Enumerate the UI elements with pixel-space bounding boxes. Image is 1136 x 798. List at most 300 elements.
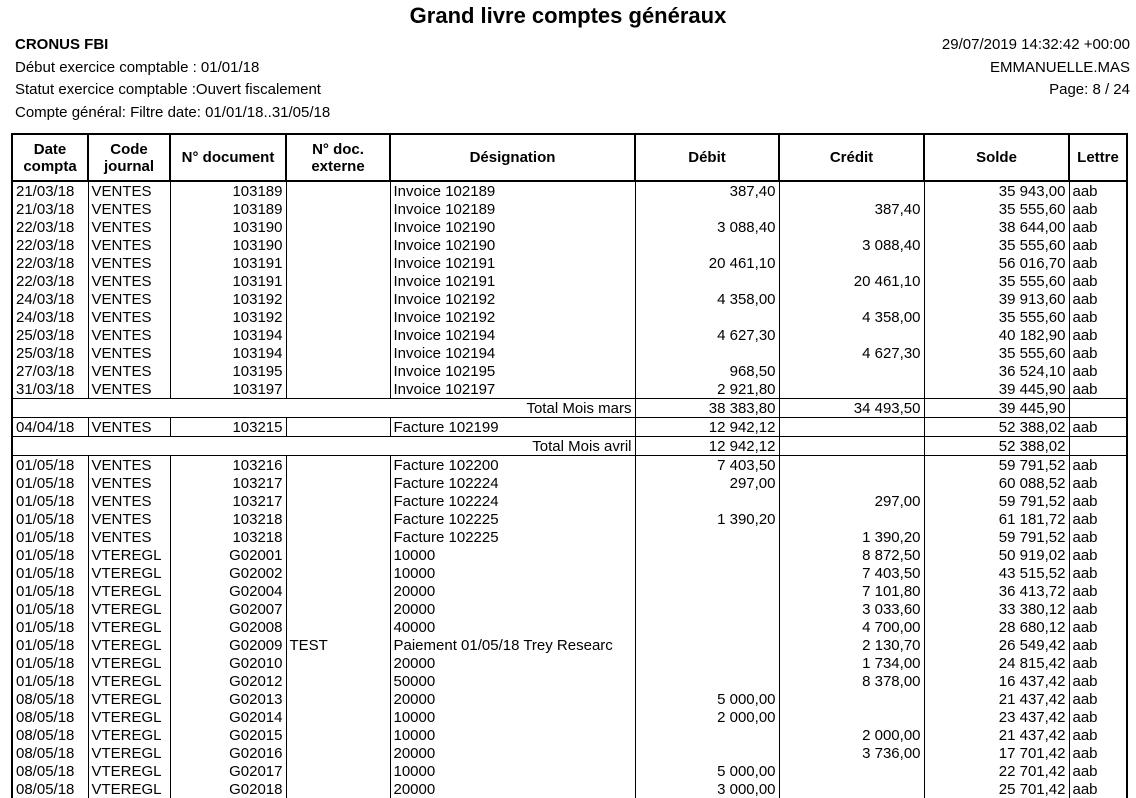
table-row: [12, 762, 1127, 780]
cell-journal: VTEREGL: [88, 726, 170, 744]
cell-debit: [635, 546, 779, 564]
column-header-external-doc: N° doc. externe: [286, 134, 390, 181]
cell-designation: Facture 102200: [390, 456, 635, 475]
cell-letter: aab: [1069, 380, 1127, 399]
cell-credit: [779, 456, 924, 475]
cell-designation: 10000: [390, 762, 635, 780]
cell-credit: [779, 762, 924, 780]
cell-balance: 36 413,72: [924, 582, 1069, 600]
cell-credit: [779, 380, 924, 399]
cell-designation: Invoice 102189: [390, 200, 635, 218]
cell-credit: [779, 474, 924, 492]
cell-date: 08/05/18: [12, 726, 88, 744]
cell-debit: [635, 308, 779, 326]
cell-credit: 8 872,50: [779, 546, 924, 564]
cell-external-doc: [286, 780, 390, 798]
cell-letter: aab: [1069, 726, 1127, 744]
cell-document: 103194: [170, 326, 286, 344]
cell-document: 103190: [170, 218, 286, 236]
cell-credit: [779, 290, 924, 308]
cell-letter: aab: [1069, 218, 1127, 236]
cell-balance: 28 680,12: [924, 618, 1069, 636]
cell-credit: 8 378,00: [779, 672, 924, 690]
column-header-designation: Désignation: [390, 134, 635, 181]
cell-date: 08/05/18: [12, 690, 88, 708]
cell-document: 103194: [170, 344, 286, 362]
cell-journal: VENTES: [88, 326, 170, 344]
cell-letter: aab: [1069, 762, 1127, 780]
cell-letter: aab: [1069, 236, 1127, 254]
cell-date: 08/05/18: [12, 744, 88, 762]
cell-debit: [635, 600, 779, 618]
cell-credit: 3 736,00: [779, 744, 924, 762]
cell-letter: aab: [1069, 546, 1127, 564]
ledger-table: [11, 133, 1128, 798]
cell-debit: 2 921,80: [635, 380, 779, 399]
cell-external-doc: [286, 564, 390, 582]
table-row: [12, 290, 1127, 308]
cell-credit: 4 627,30: [779, 344, 924, 362]
cell-letter: aab: [1069, 708, 1127, 726]
cell-balance: 60 088,52: [924, 474, 1069, 492]
cell-document: 103218: [170, 510, 286, 528]
cell-credit: [779, 218, 924, 236]
cell-designation: Invoice 102194: [390, 326, 635, 344]
cell-debit: 968,50: [635, 362, 779, 380]
cell-document: 103218: [170, 528, 286, 546]
cell-letter: aab: [1069, 492, 1127, 510]
cell-designation: 10000: [390, 708, 635, 726]
cell-balance: 21 437,42: [924, 690, 1069, 708]
cell-balance: 56 016,70: [924, 254, 1069, 272]
cell-balance: 50 919,02: [924, 546, 1069, 564]
cell-debit: 3 088,40: [635, 218, 779, 236]
table-row: [12, 582, 1127, 600]
cell-letter: aab: [1069, 181, 1127, 200]
cell-designation: 40000: [390, 618, 635, 636]
cell-journal: VENTES: [88, 456, 170, 475]
cell-journal: VENTES: [88, 181, 170, 200]
cell-journal: VENTES: [88, 272, 170, 290]
column-header-document: N° document: [170, 134, 286, 181]
cell-external-doc: [286, 218, 390, 236]
cell-credit: 2 130,70: [779, 636, 924, 654]
cell-credit: 3 033,60: [779, 600, 924, 618]
cell-document: G02004: [170, 582, 286, 600]
cell-date: 01/05/18: [12, 528, 88, 546]
cell-date: 21/03/18: [12, 200, 88, 218]
cell-debit: [635, 344, 779, 362]
cell-balance: 22 701,42: [924, 762, 1069, 780]
cell-designation: 10000: [390, 726, 635, 744]
cell-designation: Facture 102225: [390, 510, 635, 528]
table-row: [12, 726, 1127, 744]
cell-document: G02015: [170, 726, 286, 744]
table-row: [12, 492, 1127, 510]
cell-letter: aab: [1069, 564, 1127, 582]
cell-designation: 20000: [390, 654, 635, 672]
cell-designation: Invoice 102192: [390, 290, 635, 308]
cell-letter: aab: [1069, 474, 1127, 492]
table-row: [12, 380, 1127, 399]
cell-document: G02007: [170, 600, 286, 618]
table-row: [12, 690, 1127, 708]
cell-debit: [635, 236, 779, 254]
cell-balance: 59 791,52: [924, 456, 1069, 475]
cell-journal: VENTES: [88, 474, 170, 492]
cell-document: G02018: [170, 780, 286, 798]
cell-date: 08/05/18: [12, 780, 88, 798]
account-filter: Compte général: Filtre date: 01/01/18..31/05/18: [15, 103, 331, 121]
cell-balance: 35 555,60: [924, 272, 1069, 290]
cell-balance: 35 555,60: [924, 344, 1069, 362]
cell-journal: VTEREGL: [88, 744, 170, 762]
cell-designation: Invoice 102190: [390, 236, 635, 254]
cell-letter: aab: [1069, 254, 1127, 272]
table-row: [12, 618, 1127, 636]
cell-designation: Invoice 102194: [390, 344, 635, 362]
cell-journal: VTEREGL: [88, 564, 170, 582]
cell-journal: VENTES: [88, 528, 170, 546]
cell-balance: 38 644,00: [924, 218, 1069, 236]
column-header-credit: Crédit: [779, 134, 924, 181]
cell-letter: aab: [1069, 636, 1127, 654]
cell-debit: 3 000,00: [635, 780, 779, 798]
table-row: [12, 254, 1127, 272]
cell-designation: 20000: [390, 600, 635, 618]
ledger-body: [12, 181, 1127, 798]
cell-credit: 387,40: [779, 200, 924, 218]
cell-date: 21/03/18: [12, 181, 88, 200]
cell-letter: aab: [1069, 600, 1127, 618]
table-row: [12, 510, 1127, 528]
cell-external-doc: [286, 762, 390, 780]
cell-document: 103217: [170, 492, 286, 510]
cell-external-doc: [286, 654, 390, 672]
cell-designation: Invoice 102195: [390, 362, 635, 380]
table-row: [12, 600, 1127, 618]
cell-document: 103192: [170, 308, 286, 326]
fiscal-year-start: Début exercice comptable : 01/01/18: [15, 58, 260, 76]
cell-document: G02010: [170, 654, 286, 672]
cell-balance: 39 913,60: [924, 290, 1069, 308]
cell-balance: 16 437,42: [924, 672, 1069, 690]
cell-balance: 39 445,90: [924, 380, 1069, 399]
cell-external-doc: [286, 290, 390, 308]
cell-external-doc: [286, 600, 390, 618]
table-row: [12, 181, 1127, 200]
cell-journal: VENTES: [88, 344, 170, 362]
cell-designation: Paiement 01/05/18 Trey Researc: [390, 636, 635, 654]
cell-external-doc: [286, 510, 390, 528]
cell-external-doc: [286, 254, 390, 272]
cell-designation: Facture 102224: [390, 474, 635, 492]
cell-journal: VTEREGL: [88, 690, 170, 708]
cell-external-doc: [286, 181, 390, 200]
cell-document: G02001: [170, 546, 286, 564]
table-row: [12, 780, 1127, 798]
cell-designation: 20000: [390, 582, 635, 600]
cell-letter: aab: [1069, 344, 1127, 362]
cell-credit: 4 700,00: [779, 618, 924, 636]
cell-external-doc: [286, 474, 390, 492]
cell-document: G02013: [170, 690, 286, 708]
page-number: Page: 8 / 24: [1049, 81, 1130, 98]
cell-date: 08/05/18: [12, 762, 88, 780]
month-total-debit: 38 383,80: [635, 399, 779, 418]
cell-date: 25/03/18: [12, 344, 88, 362]
column-header-journal: Code journal: [88, 134, 170, 181]
cell-credit: [779, 418, 924, 437]
cell-designation: 20000: [390, 690, 635, 708]
cell-balance: 43 515,52: [924, 564, 1069, 582]
ledger-header: [12, 134, 1127, 181]
cell-debit: [635, 726, 779, 744]
cell-debit: [635, 654, 779, 672]
cell-debit: 5 000,00: [635, 690, 779, 708]
cell-document: G02017: [170, 762, 286, 780]
cell-balance: 26 549,42: [924, 636, 1069, 654]
cell-balance: 35 943,00: [924, 181, 1069, 200]
cell-external-doc: [286, 726, 390, 744]
cell-designation: Invoice 102191: [390, 254, 635, 272]
column-header-letter: Lettre: [1069, 134, 1127, 181]
fiscal-year-status: Statut exercice comptable :Ouvert fiscalement: [15, 81, 321, 98]
cell-letter: aab: [1069, 272, 1127, 290]
cell-external-doc: [286, 308, 390, 326]
cell-debit: [635, 582, 779, 600]
cell-credit: 7 101,80: [779, 582, 924, 600]
cell-document: 103192: [170, 290, 286, 308]
cell-journal: VTEREGL: [88, 582, 170, 600]
table-row: [12, 564, 1127, 582]
cell-journal: VENTES: [88, 362, 170, 380]
table-row: [12, 308, 1127, 326]
cell-date: 01/05/18: [12, 546, 88, 564]
cell-external-doc: [286, 708, 390, 726]
cell-designation: Facture 102224: [390, 492, 635, 510]
table-row: [12, 672, 1127, 690]
cell-letter: aab: [1069, 744, 1127, 762]
month-total-balance: 39 445,90: [924, 399, 1069, 418]
cell-debit: 1 390,20: [635, 510, 779, 528]
cell-external-doc: [286, 200, 390, 218]
cell-external-doc: [286, 690, 390, 708]
cell-external-doc: [286, 236, 390, 254]
cell-debit: [635, 636, 779, 654]
cell-journal: VENTES: [88, 418, 170, 437]
cell-date: 01/05/18: [12, 564, 88, 582]
cell-designation: Invoice 102197: [390, 380, 635, 399]
print-datetime: 29/07/2019 14:32:42 +00:00: [941, 36, 1130, 53]
cell-letter: aab: [1069, 528, 1127, 546]
cell-letter: aab: [1069, 290, 1127, 308]
cell-debit: 297,00: [635, 474, 779, 492]
cell-date: 31/03/18: [12, 380, 88, 399]
cell-journal: VTEREGL: [88, 762, 170, 780]
cell-debit: 4 627,30: [635, 326, 779, 344]
cell-date: 24/03/18: [12, 308, 88, 326]
cell-balance: 23 437,42: [924, 708, 1069, 726]
table-row: [12, 218, 1127, 236]
cell-external-doc: [286, 492, 390, 510]
cell-debit: [635, 672, 779, 690]
month-total-row: [12, 437, 1127, 456]
cell-debit: 2 000,00: [635, 708, 779, 726]
cell-document: G02014: [170, 708, 286, 726]
cell-date: 01/05/18: [12, 474, 88, 492]
report-title: Grand livre comptes généraux: [409, 3, 727, 28]
table-row: [12, 654, 1127, 672]
cell-credit: [779, 362, 924, 380]
cell-balance: 33 380,12: [924, 600, 1069, 618]
cell-designation: 20000: [390, 744, 635, 762]
cell-date: 01/05/18: [12, 618, 88, 636]
month-total-credit: [779, 437, 924, 456]
cell-balance: 35 555,60: [924, 308, 1069, 326]
cell-document: 103216: [170, 456, 286, 475]
cell-credit: 7 403,50: [779, 564, 924, 582]
cell-date: 01/05/18: [12, 492, 88, 510]
cell-balance: 61 181,72: [924, 510, 1069, 528]
cell-credit: [779, 708, 924, 726]
cell-external-doc: [286, 618, 390, 636]
table-row: [12, 344, 1127, 362]
cell-date: 22/03/18: [12, 272, 88, 290]
cell-credit: [779, 690, 924, 708]
cell-letter: aab: [1069, 780, 1127, 798]
cell-credit: [779, 254, 924, 272]
user-name: EMMANUELLE.MAS: [989, 58, 1130, 76]
cell-date: 01/05/18: [12, 636, 88, 654]
cell-date: 27/03/18: [12, 362, 88, 380]
cell-balance: 40 182,90: [924, 326, 1069, 344]
cell-journal: VENTES: [88, 510, 170, 528]
cell-journal: VENTES: [88, 218, 170, 236]
cell-date: 04/04/18: [12, 418, 88, 437]
cell-date: 22/03/18: [12, 254, 88, 272]
cell-balance: 59 791,52: [924, 492, 1069, 510]
cell-date: 01/05/18: [12, 582, 88, 600]
cell-designation: Invoice 102189: [390, 181, 635, 200]
cell-balance: 24 815,42: [924, 654, 1069, 672]
column-header-date: Date compta: [12, 134, 88, 181]
cell-letter: aab: [1069, 510, 1127, 528]
cell-designation: Invoice 102191: [390, 272, 635, 290]
cell-letter: aab: [1069, 618, 1127, 636]
cell-document: 103191: [170, 272, 286, 290]
cell-document: 103191: [170, 254, 286, 272]
cell-designation: Invoice 102190: [390, 218, 635, 236]
month-total-credit: 34 493,50: [779, 399, 924, 418]
cell-credit: 1 734,00: [779, 654, 924, 672]
cell-document: G02002: [170, 564, 286, 582]
cell-document: 103195: [170, 362, 286, 380]
cell-balance: 25 701,42: [924, 780, 1069, 798]
cell-journal: VTEREGL: [88, 708, 170, 726]
cell-letter: aab: [1069, 326, 1127, 344]
cell-credit: 1 390,20: [779, 528, 924, 546]
cell-balance: 17 701,42: [924, 744, 1069, 762]
table-row: [12, 456, 1127, 475]
table-row: [12, 236, 1127, 254]
cell-journal: VENTES: [88, 200, 170, 218]
cell-external-doc: [286, 418, 390, 437]
cell-letter: aab: [1069, 672, 1127, 690]
cell-journal: VENTES: [88, 290, 170, 308]
cell-external-doc: [286, 272, 390, 290]
month-total-debit: 12 942,12: [635, 437, 779, 456]
table-row: [12, 362, 1127, 380]
cell-document: 103197: [170, 380, 286, 399]
cell-journal: VTEREGL: [88, 600, 170, 618]
cell-external-doc: [286, 456, 390, 475]
cell-date: 01/05/18: [12, 654, 88, 672]
cell-balance: 59 791,52: [924, 528, 1069, 546]
cell-credit: [779, 780, 924, 798]
cell-debit: [635, 200, 779, 218]
cell-external-doc: [286, 672, 390, 690]
cell-document: 103215: [170, 418, 286, 437]
column-header-debit: Débit: [635, 134, 779, 181]
cell-debit: [635, 272, 779, 290]
cell-debit: [635, 564, 779, 582]
cell-letter: aab: [1069, 654, 1127, 672]
cell-designation: 50000: [390, 672, 635, 690]
cell-debit: [635, 528, 779, 546]
month-total-letter: [1069, 399, 1127, 418]
cell-debit: 4 358,00: [635, 290, 779, 308]
cell-debit: 20 461,10: [635, 254, 779, 272]
cell-journal: VTEREGL: [88, 654, 170, 672]
table-row: [12, 418, 1127, 437]
cell-external-doc: [286, 326, 390, 344]
cell-external-doc: [286, 380, 390, 399]
cell-balance: 35 555,60: [924, 200, 1069, 218]
cell-date: 01/05/18: [12, 456, 88, 475]
cell-document: G02009: [170, 636, 286, 654]
cell-date: 01/05/18: [12, 672, 88, 690]
table-row: [12, 708, 1127, 726]
cell-external-doc: [286, 546, 390, 564]
cell-external-doc: [286, 344, 390, 362]
cell-debit: [635, 744, 779, 762]
table-row: [12, 272, 1127, 290]
cell-journal: VTEREGL: [88, 672, 170, 690]
cell-designation: Invoice 102192: [390, 308, 635, 326]
cell-document: 103217: [170, 474, 286, 492]
cell-debit: 5 000,00: [635, 762, 779, 780]
cell-journal: VTEREGL: [88, 546, 170, 564]
cell-date: 22/03/18: [12, 218, 88, 236]
cell-letter: aab: [1069, 456, 1127, 475]
column-header-balance: Solde: [924, 134, 1069, 181]
cell-date: 25/03/18: [12, 326, 88, 344]
cell-external-doc: [286, 362, 390, 380]
cell-external-doc: [286, 528, 390, 546]
cell-letter: aab: [1069, 582, 1127, 600]
table-row: [12, 200, 1127, 218]
table-row: [12, 546, 1127, 564]
cell-credit: [779, 326, 924, 344]
cell-date: 22/03/18: [12, 236, 88, 254]
report-header-right: [942, 34, 1130, 102]
table-row: [12, 636, 1127, 654]
cell-journal: VTEREGL: [88, 636, 170, 654]
cell-journal: VENTES: [88, 254, 170, 272]
cell-journal: VTEREGL: [88, 780, 170, 798]
table-row: [12, 326, 1127, 344]
